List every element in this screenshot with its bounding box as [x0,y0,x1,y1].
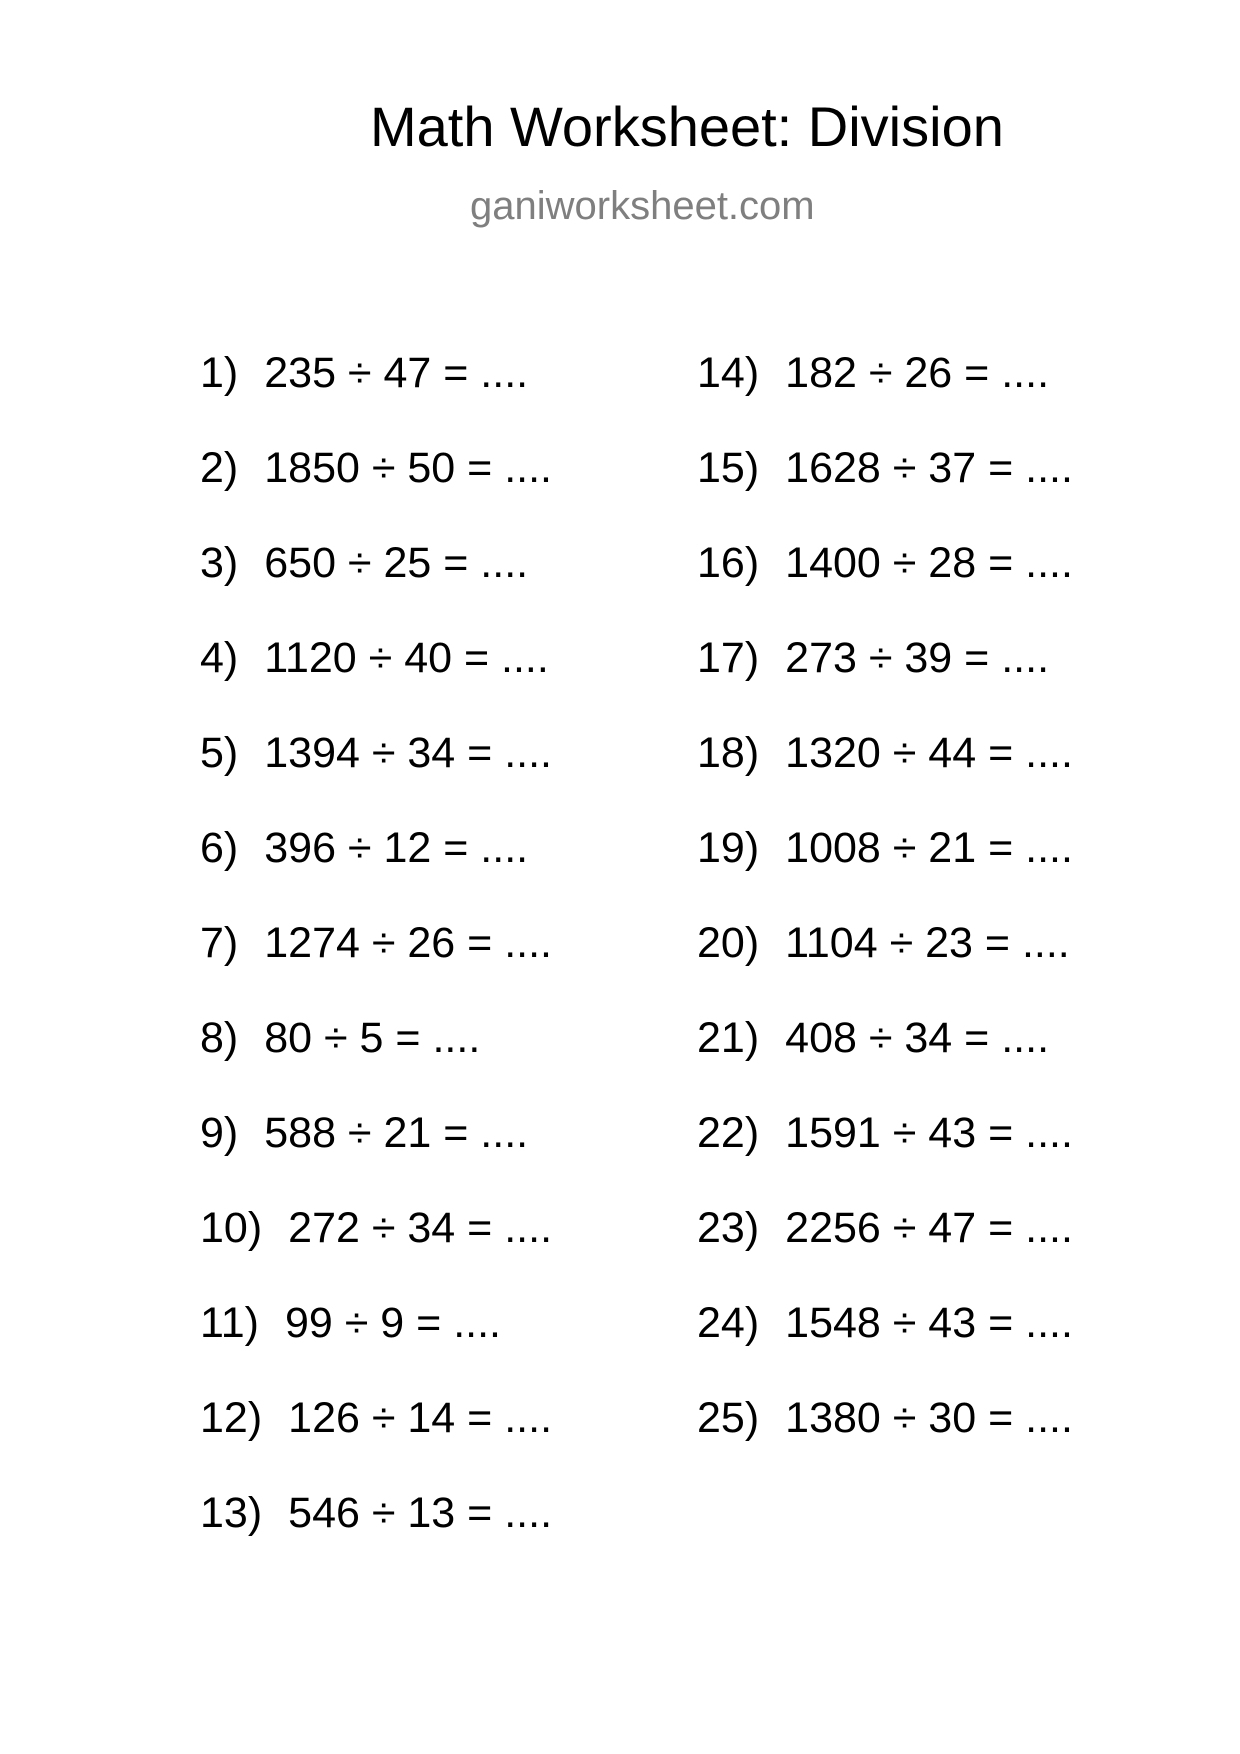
problem-18 [697,729,1073,827]
problem-expression: 1274 ÷ 26 = .... [264,919,553,967]
problem-19 [697,824,1073,922]
problem-expression: 99 ÷ 9 = .... [284,1299,501,1347]
problem-number: 3) [200,539,239,587]
problem-expression: 80 ÷ 5 = .... [264,1014,481,1062]
problem-7 [200,919,553,1017]
problem-expression: 396 ÷ 12 = .... [264,824,529,872]
problem-number: 9) [200,1109,239,1157]
problem-10 [200,1204,553,1302]
problem-13 [200,1489,553,1587]
problem-1 [200,349,552,447]
problem-expression: 1320 ÷ 44 = .... [785,729,1073,777]
worksheet-title: Math Worksheet: Division [370,95,1004,158]
problem-16 [697,539,1073,637]
problem-number: 4) [200,634,239,682]
problem-number: 23) [697,1204,760,1252]
problem-expression: 1008 ÷ 21 = .... [785,824,1073,872]
problem-number: 15) [697,444,760,492]
problem-number: 21) [697,1014,760,1062]
problem-11 [200,1299,552,1397]
problem-number: 14) [697,349,760,397]
problem-expression: 1548 ÷ 43 = .... [785,1299,1073,1347]
problem-number: 6) [200,824,239,872]
problem-number: 20) [697,919,760,967]
problem-number: 1) [200,349,239,397]
problem-number: 2) [200,444,239,492]
problem-expression: 1591 ÷ 43 = .... [785,1109,1073,1157]
problem-23 [697,1204,1073,1302]
problem-expression: 650 ÷ 25 = .... [264,539,529,587]
problem-number: 16) [697,539,760,587]
problem-20 [697,919,1073,1017]
problem-number: 17) [697,634,760,682]
problem-expression: 182 ÷ 26 = .... [785,349,1050,397]
problem-expression: 1628 ÷ 37 = .... [785,444,1073,492]
problem-21 [697,1014,1073,1112]
problem-number: 5) [200,729,239,777]
problem-number: 24) [697,1299,760,1347]
problem-expression: 546 ÷ 13 = .... [288,1489,553,1537]
problem-expression: 273 ÷ 39 = .... [785,634,1050,682]
problem-number: 11) [200,1299,259,1347]
problem-expression: 1120 ÷ 40 = .... [264,634,549,682]
problem-number: 10) [200,1204,263,1252]
problem-number: 12) [200,1394,263,1442]
problem-expression: 1380 ÷ 30 = .... [785,1394,1073,1442]
problem-9 [200,1109,552,1207]
problem-number: 19) [697,824,760,872]
website-name: ganiworksheet.com [470,184,815,228]
problem-expression: 588 ÷ 21 = .... [264,1109,529,1157]
problem-expression: 408 ÷ 34 = .... [785,1014,1050,1062]
problem-17 [697,634,1073,732]
problem-3 [200,539,552,637]
problem-number: 18) [697,729,760,777]
problems-column-right [697,349,1073,1492]
problem-4 [200,634,552,732]
problem-6 [200,824,552,922]
problem-number: 25) [697,1394,760,1442]
problem-number: 7) [200,919,239,967]
problem-5 [200,729,553,827]
problem-22 [697,1109,1073,1207]
problem-expression: 2256 ÷ 47 = .... [785,1204,1073,1252]
problem-25 [697,1394,1073,1492]
problem-24 [697,1299,1073,1397]
problem-15 [697,444,1073,542]
problem-expression: 1394 ÷ 34 = .... [264,729,553,777]
problem-expression: 126 ÷ 14 = .... [288,1394,553,1442]
problem-number: 8) [200,1014,239,1062]
problems-column-left [200,349,553,1587]
problem-expression: 272 ÷ 34 = .... [288,1204,553,1252]
problem-8 [200,1014,552,1112]
problem-expression: 1104 ÷ 23 = .... [785,919,1070,967]
problem-12 [200,1394,553,1492]
problem-expression: 1400 ÷ 28 = .... [785,539,1073,587]
problem-expression: 1850 ÷ 50 = .... [264,444,553,492]
problem-2 [200,444,553,542]
problem-expression: 235 ÷ 47 = .... [264,349,529,397]
problem-14 [697,349,1073,447]
problem-number: 13) [200,1489,263,1537]
problem-number: 22) [697,1109,760,1157]
